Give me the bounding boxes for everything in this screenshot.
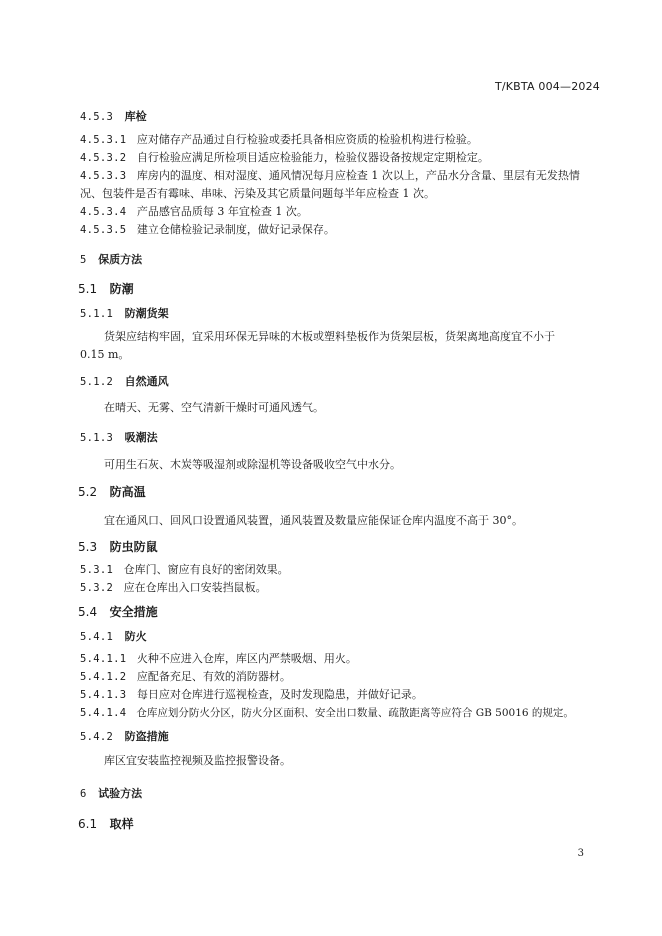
- heading-5-1-3: [80, 429, 158, 445]
- heading-title: 防潮货架: [124, 307, 169, 320]
- heading-5-1-1: [80, 305, 169, 321]
- clause-number: 5.4.1.3: [80, 689, 127, 701]
- heading-5-4-2: [80, 728, 169, 744]
- page-number: 3: [577, 848, 584, 859]
- clause-5-3-1: [80, 561, 289, 579]
- heading-title: 自然通风: [124, 375, 169, 388]
- clause-text: 产品感官品质每 3 年宜检查 1 次。: [136, 205, 308, 218]
- heading-5-4-1: [80, 628, 147, 644]
- paragraph-5-4-2: 库区宜安装监控视频及监控报警设备。: [104, 754, 291, 767]
- document-code: T/KBTA 004—2024: [494, 80, 600, 93]
- clause-number: 5.4.1.4: [80, 707, 127, 719]
- heading-title: 吸潮法: [124, 431, 158, 444]
- heading-number: 5.2: [78, 485, 98, 499]
- clause-4-5-3-5: [80, 221, 335, 239]
- clause-4-5-3-3: [80, 167, 580, 185]
- clause-number: 5.4.1.2: [80, 671, 127, 683]
- heading-number: 5: [80, 254, 87, 266]
- clause-number: 4.5.3.3: [80, 170, 127, 182]
- clause-4-5-3-3-continued: [80, 185, 435, 203]
- heading-number: 4.5.3: [80, 111, 114, 123]
- clause-5-3-2: [80, 579, 267, 597]
- heading-title: 防潮: [109, 282, 134, 296]
- heading-title: 保质方法: [98, 253, 143, 266]
- heading-number: 6.1: [78, 817, 98, 831]
- clause-5-4-1-3: [80, 686, 423, 704]
- heading-number: 5.4.1: [80, 631, 114, 643]
- heading-title: 防火: [124, 630, 147, 643]
- paragraph-5-1-1-line1: 货架应结构牢固，宜采用环保无异味的木板或塑料垫板作为货架层板，货架离地高度宜不小于: [104, 330, 555, 343]
- heading-number: 5.3: [78, 540, 98, 554]
- clause-text: 自行检验应满足所检项目适应检验能力，检验仪器设备按规定定期检定。: [136, 151, 489, 164]
- clause-text: 每日应对仓库进行巡视检查，及时发现隐患，并做好记录。: [136, 688, 423, 701]
- clause-5-4-1-1: [80, 650, 357, 668]
- clause-text: 应配备充足、有效的消防器材。: [136, 670, 291, 683]
- clause-4-5-3-4: [80, 203, 308, 221]
- heading-number: 5.1.2: [80, 376, 114, 388]
- heading-title: 防虫防鼠: [109, 540, 158, 554]
- heading-number: 5.1: [78, 282, 98, 296]
- clause-text: 应在仓库出入口安装挡鼠板。: [123, 581, 267, 594]
- paragraph-5-2: 宜在通风口、回风口设置通风装置，通风装置及数量应能保证仓库内温度不高于 30°。: [104, 514, 523, 527]
- clause-number: 4.5.3.2: [80, 152, 127, 164]
- clause-4-5-3-2: [80, 149, 489, 167]
- heading-number: 5.1.1: [80, 308, 114, 320]
- clause-text: 建立仓储检验记录制度，做好记录保存。: [136, 223, 335, 236]
- clause-text: 火种不应进入仓库，库区内严禁吸烟、用火。: [136, 652, 357, 665]
- heading-number: 6: [80, 788, 87, 800]
- clause-5-4-1-4: [80, 704, 574, 722]
- heading-number: 5.1.3: [80, 432, 114, 444]
- clause-number: 5.4.1.1: [80, 653, 127, 665]
- heading-title: 安全措施: [109, 605, 158, 619]
- heading-5-1: [78, 280, 134, 297]
- heading-number: 5.4: [78, 605, 98, 619]
- heading-title: 防盗措施: [124, 730, 169, 743]
- clause-number: 5.3.2: [80, 582, 114, 594]
- clause-number: 4.5.3.5: [80, 224, 127, 236]
- clause-text: 库房内的温度、相对湿度、通风情况每月应检查 1 次以上，产品水分含量、里层有无发热情: [136, 169, 580, 182]
- heading-4-5-3: [80, 108, 147, 124]
- clause-5-4-1-2: [80, 668, 291, 686]
- clause-text: 况、包装件是否有霉味、串味、污染及其它质量问题每半年应检查 1 次。: [80, 187, 435, 200]
- paragraph-5-1-1-line2: 0.15 m。: [80, 348, 130, 361]
- clause-number: 5.3.1: [80, 564, 114, 576]
- heading-5-4: [78, 603, 158, 620]
- clause-number: 4.5.3.4: [80, 206, 127, 218]
- paragraph-5-1-3: 可用生石灰、木炭等吸湿剂或除湿机等设备吸收空气中水分。: [104, 458, 401, 471]
- clause-text: 仓库门、窗应有良好的密闭效果。: [123, 563, 289, 576]
- heading-title: 防高温: [109, 485, 146, 499]
- heading-title: 取样: [109, 817, 134, 831]
- heading-5: [80, 251, 142, 267]
- paragraph-5-1-2: 在晴天、无雾、空气清新干燥时可通风透气。: [104, 401, 324, 414]
- heading-5-3: [78, 538, 158, 555]
- heading-title: 试验方法: [98, 787, 143, 800]
- heading-5-2: [78, 483, 146, 500]
- clause-4-5-3-1: [80, 131, 478, 149]
- heading-6: [80, 785, 142, 801]
- clause-text: 应对储存产品通过自行检验或委托具备相应资质的检验机构进行检验。: [136, 133, 478, 146]
- heading-6-1: [78, 815, 134, 832]
- heading-title: 库检: [124, 110, 147, 123]
- clause-number: 4.5.3.1: [80, 134, 127, 146]
- heading-5-1-2: [80, 373, 169, 389]
- heading-number: 5.4.2: [80, 731, 114, 743]
- clause-text: 仓库应划分防火分区，防火分区面积、安全出口数量、疏散距离等应符合 GB 50016 的规定。: [136, 707, 574, 719]
